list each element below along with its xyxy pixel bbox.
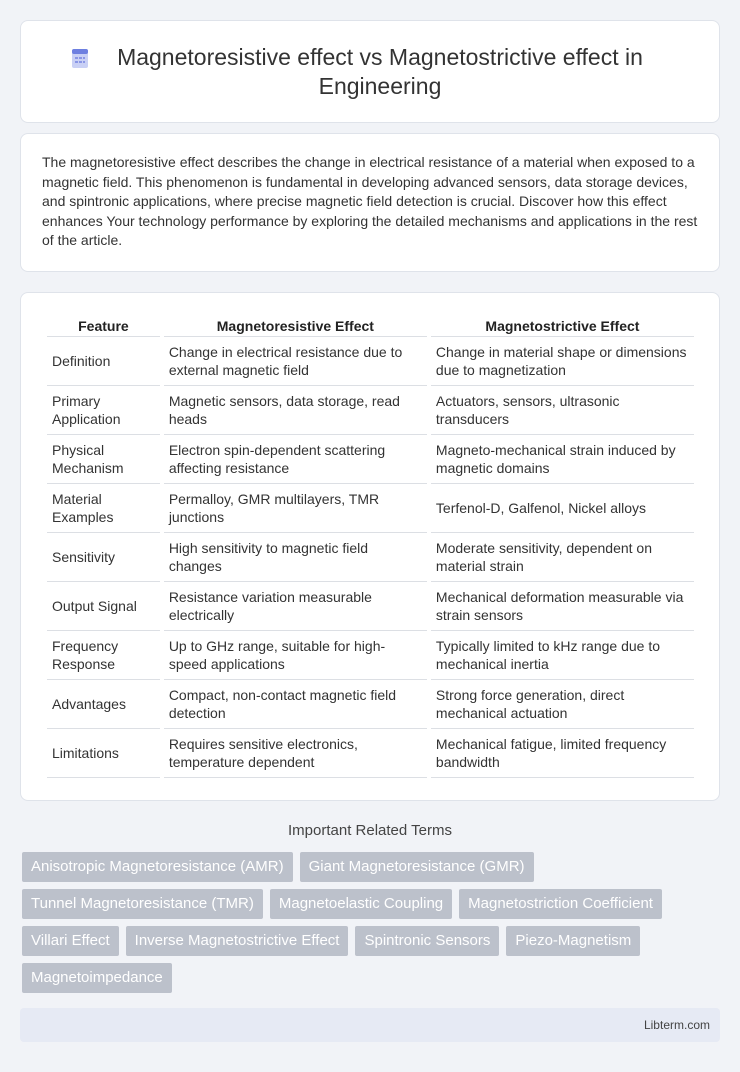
related-terms-list: [22, 852, 712, 993]
header-magnetostrictive: Magnetostrictive Effect: [431, 315, 694, 337]
related-term-tag[interactable]: Magnetostriction Coefficient: [459, 889, 662, 919]
comparison-table-card: [20, 292, 720, 801]
table-row: [47, 435, 694, 484]
cell-magnetostrictive: Typically limited to kHz range due to mechanical inertia: [431, 631, 694, 680]
header-feature: Feature: [47, 315, 160, 337]
cell-feature: Frequency Response: [47, 631, 160, 680]
table-row: [47, 386, 694, 435]
cell-magnetostrictive: Mechanical fatigue, limited frequency bandwidth: [431, 729, 694, 778]
cell-feature: Advantages: [47, 680, 160, 729]
cell-feature: Output Signal: [47, 582, 160, 631]
title-card: [20, 20, 720, 123]
cell-magnetoresistive: Magnetic sensors, data storage, read heads: [164, 386, 427, 435]
intro-paragraph: The magnetoresistive effect describes the change in electrical resistance of a material when exposed to a magnetic field. This phenomenon is fundamental in developing advanced sensors, data storage devices, and spintronic applications, where precise magnetic field detection is crucial. Discover how this effect enhances Your technology performance by exploring the detailed mechanisms and applications in the rest of the article.: [42, 154, 698, 249]
table-row: [47, 337, 694, 386]
related-term-tag[interactable]: Piezo-Magnetism: [506, 926, 640, 956]
cell-feature: Limitations: [47, 729, 160, 778]
table-row: [47, 680, 694, 729]
cell-feature: Definition: [47, 337, 160, 386]
footer-site-link[interactable]: Libterm.com: [643, 1018, 710, 1032]
table-row: [47, 582, 694, 631]
cell-magnetostrictive: Change in material shape or dimensions due to magnetization: [431, 337, 694, 386]
header-magnetoresistive: Magnetoresistive Effect: [164, 315, 427, 337]
cell-magnetoresistive: Requires sensitive electronics, temperature dependent: [164, 729, 427, 778]
cell-magnetostrictive: Actuators, sensors, ultrasonic transducers: [431, 386, 694, 435]
cell-magnetostrictive: Magneto-mechanical strain induced by magnetic domains: [431, 435, 694, 484]
cell-magnetostrictive: Strong force generation, direct mechanical actuation: [431, 680, 694, 729]
table-row: [47, 631, 694, 680]
related-terms-heading: Important Related Terms: [288, 822, 452, 839]
cell-magnetoresistive: High sensitivity to magnetic field changes: [164, 533, 427, 582]
cell-feature: Physical Mechanism: [47, 435, 160, 484]
related-term-tag[interactable]: Villari Effect: [22, 926, 119, 956]
related-term-tag[interactable]: Spintronic Sensors: [355, 926, 499, 956]
table-row: [47, 729, 694, 778]
cell-magnetoresistive: Up to GHz range, suitable for high-speed applications: [164, 631, 427, 680]
cell-magnetoresistive: Compact, non-contact magnetic field detection: [164, 680, 427, 729]
table-header-row: [47, 315, 694, 337]
related-term-tag[interactable]: Anisotropic Magnetoresistance (AMR): [22, 852, 293, 882]
related-term-tag[interactable]: Inverse Magnetostrictive Effect: [126, 926, 349, 956]
cell-magnetostrictive: Mechanical deformation measurable via strain sensors: [431, 582, 694, 631]
cell-feature: Material Examples: [47, 484, 160, 533]
cell-magnetoresistive: Electron spin-dependent scattering affecting resistance: [164, 435, 427, 484]
cell-feature: Sensitivity: [47, 533, 160, 582]
cell-magnetoresistive: Change in electrical resistance due to external magnetic field: [164, 337, 427, 386]
related-term-tag[interactable]: Tunnel Magnetoresistance (TMR): [22, 889, 263, 919]
table-row: [47, 533, 694, 582]
intro-card: [20, 133, 720, 272]
related-term-tag[interactable]: Magnetoelastic Coupling: [270, 889, 452, 919]
cell-feature: Primary Application: [47, 386, 160, 435]
footer: [20, 1008, 720, 1042]
page-title: Magnetoresistive effect vs Magnetostrictive effect in Engineering: [117, 44, 643, 99]
cell-magnetoresistive: Resistance variation measurable electrically: [164, 582, 427, 631]
cell-magnetoresistive: Permalloy, GMR multilayers, TMR junctions: [164, 484, 427, 533]
table-row: [47, 484, 694, 533]
related-term-tag[interactable]: Giant Magnetoresistance (GMR): [300, 852, 534, 882]
comparison-table: [43, 315, 698, 778]
cell-magnetostrictive: Terfenol-D, Galfenol, Nickel alloys: [431, 484, 694, 533]
cell-magnetostrictive: Moderate sensitivity, dependent on material strain: [431, 533, 694, 582]
related-term-tag[interactable]: Magnetoimpedance: [22, 963, 172, 993]
